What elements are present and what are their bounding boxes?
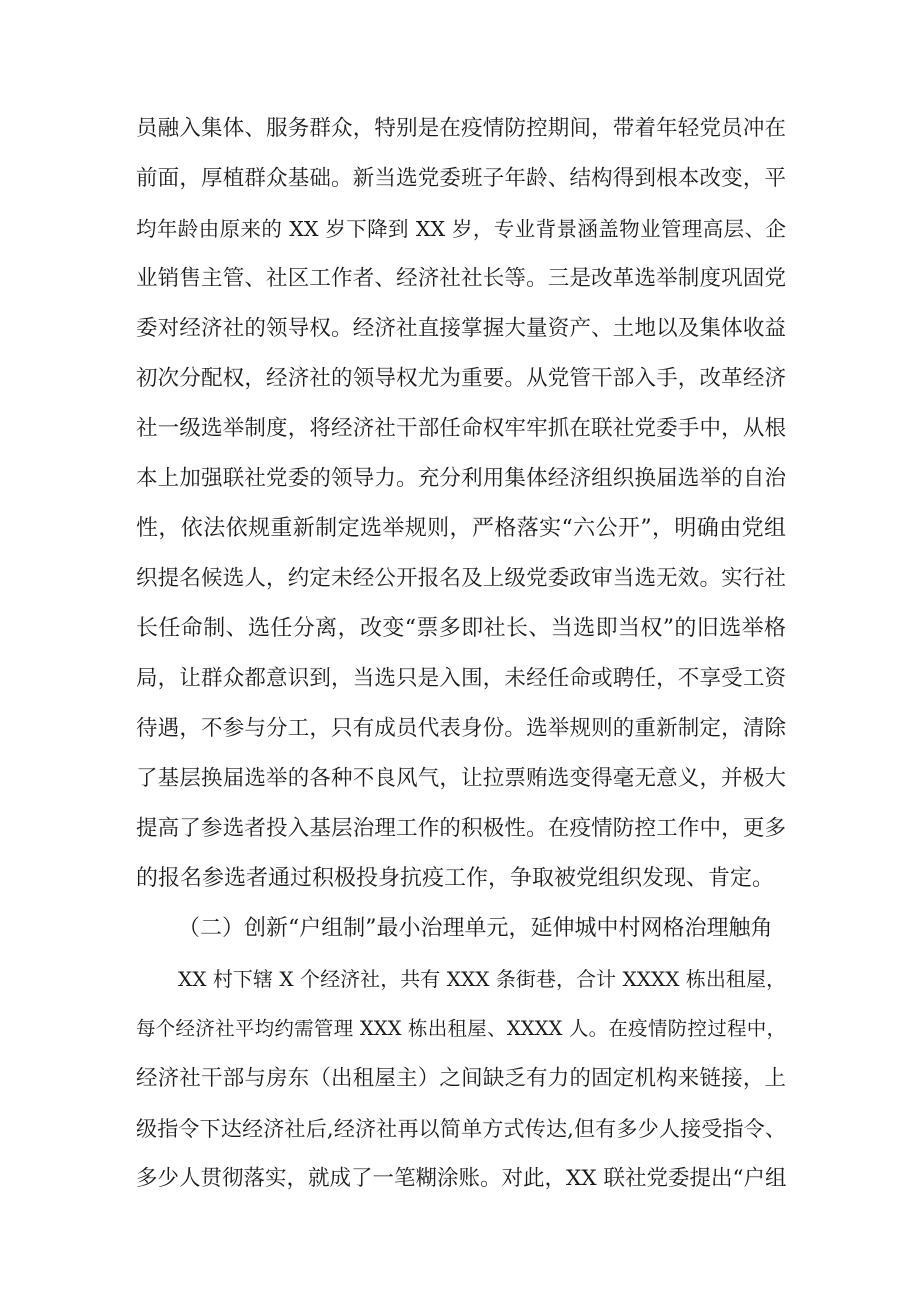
text-line: 委对经济社的领导权。经济社直接掌握大量资产、土地以及集体收益 [136,316,786,341]
text-line: 前面，厚植群众基础。新当选党委班子年龄、结构得到根本改变，平 [136,166,786,191]
text-line: 均年龄由原来的 XX 岁下降到 XX 岁，专业背景涵盖物业管理高层、企 [136,217,786,241]
text-line: 长任命制、选任分离，改变“票多即社长、当选即当权”的旧选举格 [136,616,786,641]
text-line: 性，依法依规重新制定选举规则，严格落实“六公开”，明确由党组 [136,516,786,541]
text-line: 多少人贯彻落实，就成了一笔糊涂账。对此，XX 联社党委提出“户组 [136,1166,787,1191]
text-line: 提高了参选者投入基层治理工作的积极性。在疫情防控工作中，更多 [136,816,786,841]
text-line: 经济社干部与房东（出租屋主）之间缺乏有力的固定机构来链接，上 [136,1066,786,1091]
text-line: XX 村下辖 X 个经济社，共有 XXX 条街巷，合计 XXXX 栋出租屋， [178,967,786,991]
text-line: 员融入集体、服务群众，特别是在疫情防控期间，带着年轻党员冲在 [136,116,786,141]
text-line: 待遇，不参与分工，只有成员代表身份。选举规则的重新制定，清除 [136,716,786,741]
text-line: 级指令下达经济社后,经济社再以简单方式传达,但有多少人接受指令、 [136,1117,786,1141]
text-line: 每个经济社平均约需管理 XXX 栋出租屋、XXXX 人。在疫情防控过程中， [136,1017,786,1040]
text-line: 织提名候选人，约定未经公开报名及上级党委政审当选无效。实行社 [136,566,786,591]
text-line: 局，让群众都意识到，当选只是入围，未经任命或聘任，不享受工资 [136,666,786,691]
text-line: 社一级选举制度，将经济社干部任命权牢牢抓在联社党委手中，从根 [136,416,786,441]
text-line: 初次分配权，经济社的领导权尤为重要。从党管干部入手，改革经济 [136,366,786,391]
text-line: 业销售主管、社区工作者、经济社社长等。三是改革选举制度巩固党 [136,266,786,291]
section-heading: （二）创新“户组制”最小治理单元，延伸城中村网格治理触角 [178,916,773,941]
text-line: 本上加强联社党委的领导力。充分利用集体经济组织换届选举的自治 [136,466,786,491]
text-line: 了基层换届选举的各种不良风气，让拉票贿选变得毫无意义，并极大 [136,766,786,791]
text-line: 的报名参选者通过积极投身抗疫工作，争取被党组织发现、肯定。 [136,866,775,891]
